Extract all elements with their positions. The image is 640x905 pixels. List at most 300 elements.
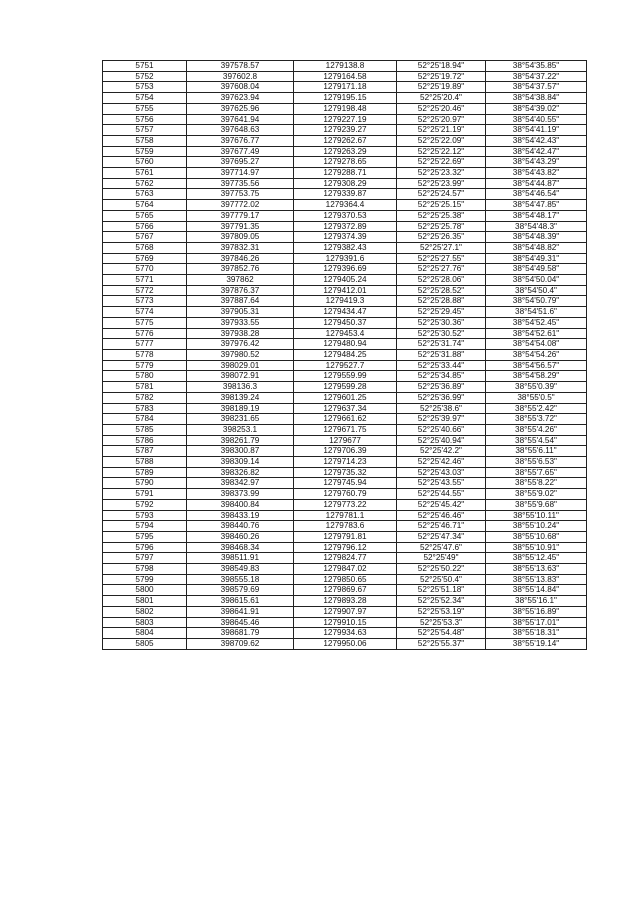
latitude-cell: 52°25'43.03" — [397, 467, 486, 478]
point-number-cell: 5783 — [103, 403, 187, 414]
x-coordinate-cell: 397578.57 — [187, 61, 294, 72]
y-coordinate-cell: 1279364.4 — [294, 200, 397, 211]
latitude-cell: 52°25'43.55" — [397, 478, 486, 489]
table-row — [103, 585, 587, 596]
longitude-cell: 38°54'42.47" — [486, 146, 587, 157]
longitude-cell: 38°55'0.39" — [486, 382, 587, 393]
table-row — [103, 125, 587, 136]
latitude-cell: 52°25'25.15" — [397, 200, 486, 211]
point-number-cell: 5795 — [103, 531, 187, 542]
latitude-cell: 52°25'33.44" — [397, 360, 486, 371]
longitude-cell: 38°55'13.63" — [486, 564, 587, 575]
table-row — [103, 93, 587, 104]
x-coordinate-cell: 397887.64 — [187, 296, 294, 307]
x-coordinate-cell: 398511.91 — [187, 553, 294, 564]
point-number-cell: 5771 — [103, 275, 187, 286]
x-coordinate-cell: 397714.97 — [187, 168, 294, 179]
coordinates-table-body — [103, 61, 587, 650]
table-row — [103, 371, 587, 382]
y-coordinate-cell: 1279239.27 — [294, 125, 397, 136]
table-row — [103, 221, 587, 232]
point-number-cell: 5801 — [103, 596, 187, 607]
point-number-cell: 5772 — [103, 285, 187, 296]
x-coordinate-cell: 398460.26 — [187, 531, 294, 542]
table-row — [103, 178, 587, 189]
point-number-cell: 5765 — [103, 210, 187, 221]
y-coordinate-cell: 1279773.22 — [294, 499, 397, 510]
longitude-cell: 38°55'2.42" — [486, 403, 587, 414]
longitude-cell: 38°55'18.31" — [486, 628, 587, 639]
x-coordinate-cell: 398136.3 — [187, 382, 294, 393]
latitude-cell: 52°25'20.4" — [397, 93, 486, 104]
x-coordinate-cell: 397695.27 — [187, 157, 294, 168]
table-row — [103, 392, 587, 403]
latitude-cell: 52°25'51.18" — [397, 585, 486, 596]
y-coordinate-cell: 1279434.47 — [294, 307, 397, 318]
x-coordinate-cell: 397791.35 — [187, 221, 294, 232]
longitude-cell: 38°54'44.87" — [486, 178, 587, 189]
latitude-cell: 52°25'19.72" — [397, 71, 486, 82]
x-coordinate-cell: 398579.69 — [187, 585, 294, 596]
point-number-cell: 5758 — [103, 135, 187, 146]
x-coordinate-cell: 398261.79 — [187, 435, 294, 446]
table-row — [103, 403, 587, 414]
longitude-cell: 38°55'8.22" — [486, 478, 587, 489]
y-coordinate-cell: 1279850.65 — [294, 574, 397, 585]
y-coordinate-cell: 1279370.53 — [294, 210, 397, 221]
x-coordinate-cell: 397976.42 — [187, 339, 294, 350]
x-coordinate-cell: 397623.94 — [187, 93, 294, 104]
y-coordinate-cell: 1279824.77 — [294, 553, 397, 564]
longitude-cell: 38°54'48.17" — [486, 210, 587, 221]
point-number-cell: 5775 — [103, 317, 187, 328]
table-row — [103, 189, 587, 200]
table-row — [103, 339, 587, 350]
x-coordinate-cell: 398681.79 — [187, 628, 294, 639]
point-number-cell: 5782 — [103, 392, 187, 403]
x-coordinate-cell: 398373.99 — [187, 489, 294, 500]
coordinates-table — [102, 60, 587, 650]
point-number-cell: 5800 — [103, 585, 187, 596]
latitude-cell: 52°25'54.48" — [397, 628, 486, 639]
latitude-cell: 52°25'23.32" — [397, 168, 486, 179]
table-row — [103, 264, 587, 275]
y-coordinate-cell: 1279419.3 — [294, 296, 397, 307]
point-number-cell: 5764 — [103, 200, 187, 211]
latitude-cell: 52°25'42.2" — [397, 446, 486, 457]
y-coordinate-cell: 1279372.89 — [294, 221, 397, 232]
longitude-cell: 38°55'16.1" — [486, 596, 587, 607]
table-row — [103, 135, 587, 146]
y-coordinate-cell: 1279171.18 — [294, 82, 397, 93]
x-coordinate-cell: 398615.61 — [187, 596, 294, 607]
x-coordinate-cell: 398253.1 — [187, 424, 294, 435]
longitude-cell: 38°54'35.85" — [486, 61, 587, 72]
longitude-cell: 38°55'17.01" — [486, 617, 587, 628]
y-coordinate-cell: 1279910.15 — [294, 617, 397, 628]
point-number-cell: 5773 — [103, 296, 187, 307]
point-number-cell: 5776 — [103, 328, 187, 339]
point-number-cell: 5760 — [103, 157, 187, 168]
x-coordinate-cell: 397938.28 — [187, 328, 294, 339]
point-number-cell: 5768 — [103, 242, 187, 253]
longitude-cell: 38°54'47.85" — [486, 200, 587, 211]
longitude-cell: 38°54'37.22" — [486, 71, 587, 82]
x-coordinate-cell: 398433.19 — [187, 510, 294, 521]
latitude-cell: 52°25'45.42" — [397, 499, 486, 510]
latitude-cell: 52°25'18.94" — [397, 61, 486, 72]
x-coordinate-cell: 397980.52 — [187, 349, 294, 360]
x-coordinate-cell: 397809.05 — [187, 232, 294, 243]
y-coordinate-cell: 1279412.01 — [294, 285, 397, 296]
y-coordinate-cell: 1279735.32 — [294, 467, 397, 478]
y-coordinate-cell: 1279893.28 — [294, 596, 397, 607]
latitude-cell: 52°25'38.6" — [397, 403, 486, 414]
x-coordinate-cell: 398555.18 — [187, 574, 294, 585]
y-coordinate-cell: 1279796.12 — [294, 542, 397, 553]
x-coordinate-cell: 398072.91 — [187, 371, 294, 382]
x-coordinate-cell: 398440.76 — [187, 521, 294, 532]
longitude-cell: 38°54'49.58" — [486, 264, 587, 275]
point-number-cell: 5753 — [103, 82, 187, 93]
longitude-cell: 38°54'48.3" — [486, 221, 587, 232]
latitude-cell: 52°25'30.52" — [397, 328, 486, 339]
point-number-cell: 5778 — [103, 349, 187, 360]
longitude-cell: 38°55'10.68" — [486, 531, 587, 542]
longitude-cell: 38°54'37.57" — [486, 82, 587, 93]
longitude-cell: 38°54'46.54" — [486, 189, 587, 200]
x-coordinate-cell: 398645.46 — [187, 617, 294, 628]
y-coordinate-cell: 1279599.28 — [294, 382, 397, 393]
longitude-cell: 38°54'43.82" — [486, 168, 587, 179]
point-number-cell: 5794 — [103, 521, 187, 532]
table-row — [103, 232, 587, 243]
point-number-cell: 5763 — [103, 189, 187, 200]
table-row — [103, 510, 587, 521]
x-coordinate-cell: 398400.84 — [187, 499, 294, 510]
y-coordinate-cell: 1279195.15 — [294, 93, 397, 104]
x-coordinate-cell: 398549.83 — [187, 564, 294, 575]
longitude-cell: 38°54'50.4" — [486, 285, 587, 296]
y-coordinate-cell: 1279198.48 — [294, 103, 397, 114]
table-row — [103, 478, 587, 489]
x-coordinate-cell: 397602.8 — [187, 71, 294, 82]
y-coordinate-cell: 1279308.29 — [294, 178, 397, 189]
point-number-cell: 5786 — [103, 435, 187, 446]
point-number-cell: 5767 — [103, 232, 187, 243]
latitude-cell: 52°25'50.4" — [397, 574, 486, 585]
longitude-cell: 38°55'6.11" — [486, 446, 587, 457]
longitude-cell: 38°54'42.43" — [486, 135, 587, 146]
point-number-cell: 5784 — [103, 414, 187, 425]
point-number-cell: 5790 — [103, 478, 187, 489]
longitude-cell: 38°54'56.57" — [486, 360, 587, 371]
point-number-cell: 5803 — [103, 617, 187, 628]
table-row — [103, 499, 587, 510]
point-number-cell: 5796 — [103, 542, 187, 553]
x-coordinate-cell: 398029.01 — [187, 360, 294, 371]
point-number-cell: 5759 — [103, 146, 187, 157]
point-number-cell: 5797 — [103, 553, 187, 564]
table-row — [103, 285, 587, 296]
table-row — [103, 457, 587, 468]
table-row — [103, 424, 587, 435]
y-coordinate-cell: 1279559.99 — [294, 371, 397, 382]
longitude-cell: 38°54'52.61" — [486, 328, 587, 339]
point-number-cell: 5774 — [103, 307, 187, 318]
point-number-cell: 5793 — [103, 510, 187, 521]
latitude-cell: 52°25'47.34" — [397, 531, 486, 542]
x-coordinate-cell: 397846.26 — [187, 253, 294, 264]
longitude-cell: 38°54'51.6" — [486, 307, 587, 318]
y-coordinate-cell: 1279396.69 — [294, 264, 397, 275]
latitude-cell: 52°25'46.71" — [397, 521, 486, 532]
table-row — [103, 157, 587, 168]
table-row — [103, 253, 587, 264]
latitude-cell: 52°25'20.46" — [397, 103, 486, 114]
table-row — [103, 210, 587, 221]
table-row — [103, 71, 587, 82]
point-number-cell: 5787 — [103, 446, 187, 457]
y-coordinate-cell: 1279847.02 — [294, 564, 397, 575]
x-coordinate-cell: 397625.96 — [187, 103, 294, 114]
x-coordinate-cell: 398300.87 — [187, 446, 294, 457]
x-coordinate-cell: 397608.04 — [187, 82, 294, 93]
longitude-cell: 38°54'52.45" — [486, 317, 587, 328]
latitude-cell: 52°25'23.99" — [397, 178, 486, 189]
y-coordinate-cell: 1279391.6 — [294, 253, 397, 264]
x-coordinate-cell: 397832.31 — [187, 242, 294, 253]
latitude-cell: 52°25'53.19" — [397, 606, 486, 617]
x-coordinate-cell: 397852.76 — [187, 264, 294, 275]
latitude-cell: 52°25'29.45" — [397, 307, 486, 318]
longitude-cell: 38°54'41.19" — [486, 125, 587, 136]
x-coordinate-cell: 398231.65 — [187, 414, 294, 425]
x-coordinate-cell: 397876.37 — [187, 285, 294, 296]
y-coordinate-cell: 1279907.97 — [294, 606, 397, 617]
longitude-cell: 38°55'9.02" — [486, 489, 587, 500]
table-row — [103, 574, 587, 585]
longitude-cell: 38°54'38.84" — [486, 93, 587, 104]
latitude-cell: 52°25'30.36" — [397, 317, 486, 328]
y-coordinate-cell: 1279527.7 — [294, 360, 397, 371]
point-number-cell: 5788 — [103, 457, 187, 468]
x-coordinate-cell: 397905.31 — [187, 307, 294, 318]
longitude-cell: 38°55'6.53" — [486, 457, 587, 468]
y-coordinate-cell: 1279781.1 — [294, 510, 397, 521]
table-row — [103, 521, 587, 532]
table-row — [103, 489, 587, 500]
table-row — [103, 596, 587, 607]
y-coordinate-cell: 1279637.34 — [294, 403, 397, 414]
longitude-cell: 38°54'48.39" — [486, 232, 587, 243]
y-coordinate-cell: 1279453.4 — [294, 328, 397, 339]
point-number-cell: 5755 — [103, 103, 187, 114]
y-coordinate-cell: 1279450.37 — [294, 317, 397, 328]
longitude-cell: 38°55'19.14" — [486, 638, 587, 649]
y-coordinate-cell: 1279745.94 — [294, 478, 397, 489]
x-coordinate-cell: 398468.34 — [187, 542, 294, 553]
table-row — [103, 114, 587, 125]
latitude-cell: 52°25'44.55" — [397, 489, 486, 500]
table-row — [103, 168, 587, 179]
latitude-cell: 52°25'42.46" — [397, 457, 486, 468]
latitude-cell: 52°25'36.99" — [397, 392, 486, 403]
table-row — [103, 446, 587, 457]
longitude-cell: 38°55'12.45" — [486, 553, 587, 564]
latitude-cell: 52°25'31.74" — [397, 339, 486, 350]
table-row — [103, 275, 587, 286]
y-coordinate-cell: 1279374.39 — [294, 232, 397, 243]
y-coordinate-cell: 1279760.79 — [294, 489, 397, 500]
x-coordinate-cell: 398342.97 — [187, 478, 294, 489]
latitude-cell: 52°25'28.52" — [397, 285, 486, 296]
longitude-cell: 38°55'4.26" — [486, 424, 587, 435]
longitude-cell: 38°55'3.72" — [486, 414, 587, 425]
latitude-cell: 52°25'27.76" — [397, 264, 486, 275]
y-coordinate-cell: 1279934.63 — [294, 628, 397, 639]
longitude-cell: 38°55'4.54" — [486, 435, 587, 446]
table-row — [103, 467, 587, 478]
latitude-cell: 52°25'21.19" — [397, 125, 486, 136]
longitude-cell: 38°55'13.83" — [486, 574, 587, 585]
longitude-cell: 38°54'39.02" — [486, 103, 587, 114]
longitude-cell: 38°55'14.84" — [486, 585, 587, 596]
x-coordinate-cell: 398189.19 — [187, 403, 294, 414]
y-coordinate-cell: 1279262.67 — [294, 135, 397, 146]
point-number-cell: 5804 — [103, 628, 187, 639]
table-row — [103, 628, 587, 639]
point-number-cell: 5756 — [103, 114, 187, 125]
latitude-cell: 52°25'31.88" — [397, 349, 486, 360]
point-number-cell: 5751 — [103, 61, 187, 72]
latitude-cell: 52°25'25.78" — [397, 221, 486, 232]
table-row — [103, 307, 587, 318]
latitude-cell: 52°25'22.09" — [397, 135, 486, 146]
y-coordinate-cell: 1279138.8 — [294, 61, 397, 72]
table-row — [103, 435, 587, 446]
y-coordinate-cell: 1279480.94 — [294, 339, 397, 350]
x-coordinate-cell: 397753.75 — [187, 189, 294, 200]
x-coordinate-cell: 398139.24 — [187, 392, 294, 403]
point-number-cell: 5792 — [103, 499, 187, 510]
point-number-cell: 5757 — [103, 125, 187, 136]
table-row — [103, 531, 587, 542]
latitude-cell: 52°25'40.66" — [397, 424, 486, 435]
x-coordinate-cell: 397933.55 — [187, 317, 294, 328]
table-row — [103, 317, 587, 328]
y-coordinate-cell: 1279278.65 — [294, 157, 397, 168]
table-row — [103, 617, 587, 628]
longitude-cell: 38°54'54.08" — [486, 339, 587, 350]
y-coordinate-cell: 1279484.25 — [294, 349, 397, 360]
x-coordinate-cell: 398641.91 — [187, 606, 294, 617]
table-row — [103, 242, 587, 253]
point-number-cell: 5761 — [103, 168, 187, 179]
longitude-cell: 38°54'48.82" — [486, 242, 587, 253]
point-number-cell: 5802 — [103, 606, 187, 617]
table-row — [103, 414, 587, 425]
point-number-cell: 5770 — [103, 264, 187, 275]
y-coordinate-cell: 1279263.29 — [294, 146, 397, 157]
point-number-cell: 5805 — [103, 638, 187, 649]
point-number-cell: 5754 — [103, 93, 187, 104]
y-coordinate-cell: 1279783.6 — [294, 521, 397, 532]
latitude-cell: 52°25'24.57" — [397, 189, 486, 200]
latitude-cell: 52°25'19.89" — [397, 82, 486, 93]
point-number-cell: 5766 — [103, 221, 187, 232]
latitude-cell: 52°25'28.88" — [397, 296, 486, 307]
table-row — [103, 61, 587, 72]
y-coordinate-cell: 1279661.62 — [294, 414, 397, 425]
x-coordinate-cell: 397735.56 — [187, 178, 294, 189]
y-coordinate-cell: 1279227.19 — [294, 114, 397, 125]
longitude-cell: 38°55'10.11" — [486, 510, 587, 521]
latitude-cell: 52°25'40.94" — [397, 435, 486, 446]
latitude-cell: 52°25'22.12" — [397, 146, 486, 157]
x-coordinate-cell: 398326.82 — [187, 467, 294, 478]
y-coordinate-cell: 1279714.23 — [294, 457, 397, 468]
y-coordinate-cell: 1279601.25 — [294, 392, 397, 403]
table-row — [103, 146, 587, 157]
y-coordinate-cell: 1279382.43 — [294, 242, 397, 253]
point-number-cell: 5789 — [103, 467, 187, 478]
latitude-cell: 52°25'55.37" — [397, 638, 486, 649]
x-coordinate-cell: 397779.17 — [187, 210, 294, 221]
longitude-cell: 38°54'40.55" — [486, 114, 587, 125]
latitude-cell: 52°25'27.1" — [397, 242, 486, 253]
y-coordinate-cell: 1279405.24 — [294, 275, 397, 286]
table-row — [103, 360, 587, 371]
point-number-cell: 5785 — [103, 424, 187, 435]
y-coordinate-cell: 1279791.81 — [294, 531, 397, 542]
y-coordinate-cell: 1279950.06 — [294, 638, 397, 649]
point-number-cell: 5779 — [103, 360, 187, 371]
latitude-cell: 52°25'39.97" — [397, 414, 486, 425]
longitude-cell: 38°55'10.24" — [486, 521, 587, 532]
table-row — [103, 296, 587, 307]
latitude-cell: 52°25'25.38" — [397, 210, 486, 221]
latitude-cell: 52°25'46.46" — [397, 510, 486, 521]
x-coordinate-cell: 397772.02 — [187, 200, 294, 211]
point-number-cell: 5781 — [103, 382, 187, 393]
x-coordinate-cell: 398709.62 — [187, 638, 294, 649]
point-number-cell: 5791 — [103, 489, 187, 500]
latitude-cell: 52°25'20.97" — [397, 114, 486, 125]
y-coordinate-cell: 1279339.87 — [294, 189, 397, 200]
longitude-cell: 38°54'58.29" — [486, 371, 587, 382]
latitude-cell: 52°25'34.85" — [397, 371, 486, 382]
latitude-cell: 52°25'36.89" — [397, 382, 486, 393]
x-coordinate-cell: 397676.77 — [187, 135, 294, 146]
latitude-cell: 52°25'28.06" — [397, 275, 486, 286]
latitude-cell: 52°25'47.6" — [397, 542, 486, 553]
table-row — [103, 328, 587, 339]
point-number-cell: 5780 — [103, 371, 187, 382]
longitude-cell: 38°55'10.91" — [486, 542, 587, 553]
latitude-cell: 52°25'27.55" — [397, 253, 486, 264]
x-coordinate-cell: 398309.14 — [187, 457, 294, 468]
table-row — [103, 349, 587, 360]
y-coordinate-cell: 1279164.58 — [294, 71, 397, 82]
x-coordinate-cell: 397641.94 — [187, 114, 294, 125]
y-coordinate-cell: 1279288.71 — [294, 168, 397, 179]
y-coordinate-cell: 1279677 — [294, 435, 397, 446]
table-row — [103, 564, 587, 575]
table-row — [103, 606, 587, 617]
table-row — [103, 553, 587, 564]
longitude-cell: 38°54'49.31" — [486, 253, 587, 264]
